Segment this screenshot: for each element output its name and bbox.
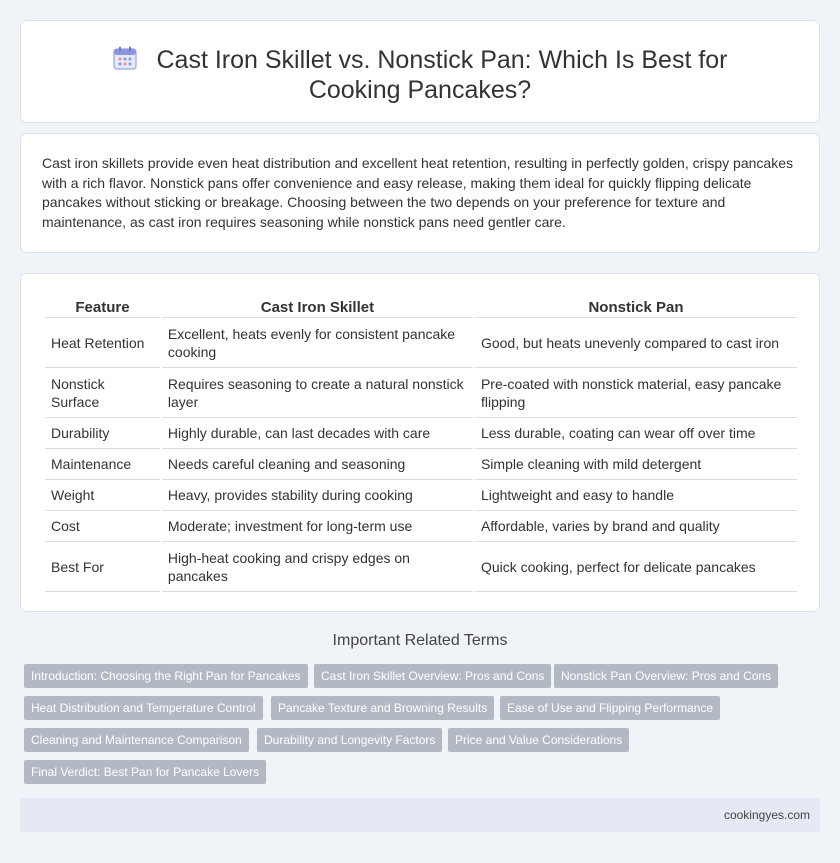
related-terms-heading: Important Related Terms (332, 632, 508, 649)
feature-cell: Best For (45, 542, 160, 592)
cast-iron-cell: Heavy, provides stability during cooking (162, 480, 473, 511)
cast-iron-cell: Requires seasoning to create a natural nonstick layer (162, 368, 473, 418)
intro-paragraph: Cast iron skillets provide even heat distribution and excellent heat retention, resulting in perfectly golden, crispy pancakes with a rich flavor. Nonstick pans offer convenience and easy release, making them ideal for quickly flipping delicate pancakes without sticking or breakage. Choosing between the two depends on your preference for texture and maintenance, as cast iron requires seasoning while nonstick pans need gentler care. (42, 155, 793, 230)
cast-iron-cell: Needs careful cleaning and seasoning (162, 449, 473, 480)
feature-cell: Durability (45, 418, 160, 449)
table-row (45, 418, 797, 449)
table-row (45, 511, 797, 542)
feature-cell: Weight (45, 480, 160, 511)
nonstick-cell: Lightweight and easy to handle (475, 480, 797, 511)
related-term-tag[interactable]: Heat Distribution and Temperature Control (24, 696, 263, 720)
cast-iron-cell: High-heat cooking and crispy edges on pancakes (162, 542, 473, 592)
nonstick-cell: Simple cleaning with mild detergent (475, 449, 797, 480)
page-title (81, 45, 759, 105)
nonstick-cell: Less durable, coating can wear off over time (475, 418, 797, 449)
related-term-tag[interactable]: Cast Iron Skillet Overview: Pros and Cons (314, 664, 551, 688)
nonstick-cell: Quick cooking, perfect for delicate pancakes (475, 542, 797, 592)
table-row (45, 480, 797, 511)
cast-iron-cell: Highly durable, can last decades with care (162, 418, 473, 449)
nonstick-cell: Affordable, varies by brand and quality (475, 511, 797, 542)
related-term-tag[interactable]: Nonstick Pan Overview: Pros and Cons (554, 664, 778, 688)
table-row (45, 368, 797, 418)
comparison-table (43, 294, 799, 592)
column-header-feature: Feature (45, 294, 160, 318)
related-term-tag[interactable]: Introduction: Choosing the Right Pan for Pancakes (24, 664, 308, 688)
cast-iron-cell: Moderate; investment for long-term use (162, 511, 473, 542)
feature-cell: Cost (45, 511, 160, 542)
related-term-tag[interactable]: Pancake Texture and Browning Results (271, 696, 494, 720)
related-term-tag[interactable]: Price and Value Considerations (448, 728, 629, 752)
intro-card (20, 133, 820, 253)
footer (20, 798, 820, 832)
feature-cell: Heat Retention (45, 318, 160, 368)
footer-site-link[interactable]: cookingyes.com (723, 808, 810, 822)
comparison-card (20, 273, 820, 612)
title-card (20, 20, 820, 123)
table-header-row (45, 294, 797, 318)
related-term-tag[interactable]: Ease of Use and Flipping Performance (500, 696, 720, 720)
feature-cell: Maintenance (45, 449, 160, 480)
column-header-nonstick: Nonstick Pan (475, 294, 797, 318)
column-header-cast-iron: Cast Iron Skillet (162, 294, 473, 318)
nonstick-cell: Good, but heats unevenly compared to cast iron (475, 318, 797, 368)
table-row (45, 449, 797, 480)
page-title-text: Cast Iron Skillet vs. Nonstick Pan: Which Is Best for Cooking Pancakes? (156, 46, 728, 104)
table-row (45, 542, 797, 592)
calendar-icon (112, 45, 138, 71)
related-term-tag[interactable]: Cleaning and Maintenance Comparison (24, 728, 249, 752)
nonstick-cell: Pre-coated with nonstick material, easy pancake flipping (475, 368, 797, 418)
related-term-tag[interactable]: Final Verdict: Best Pan for Pancake Lovers (24, 760, 266, 784)
table-row (45, 318, 797, 368)
cast-iron-cell: Excellent, heats evenly for consistent pancake cooking (162, 318, 473, 368)
related-term-tag[interactable]: Durability and Longevity Factors (257, 728, 442, 752)
feature-cell: Nonstick Surface (45, 368, 160, 418)
